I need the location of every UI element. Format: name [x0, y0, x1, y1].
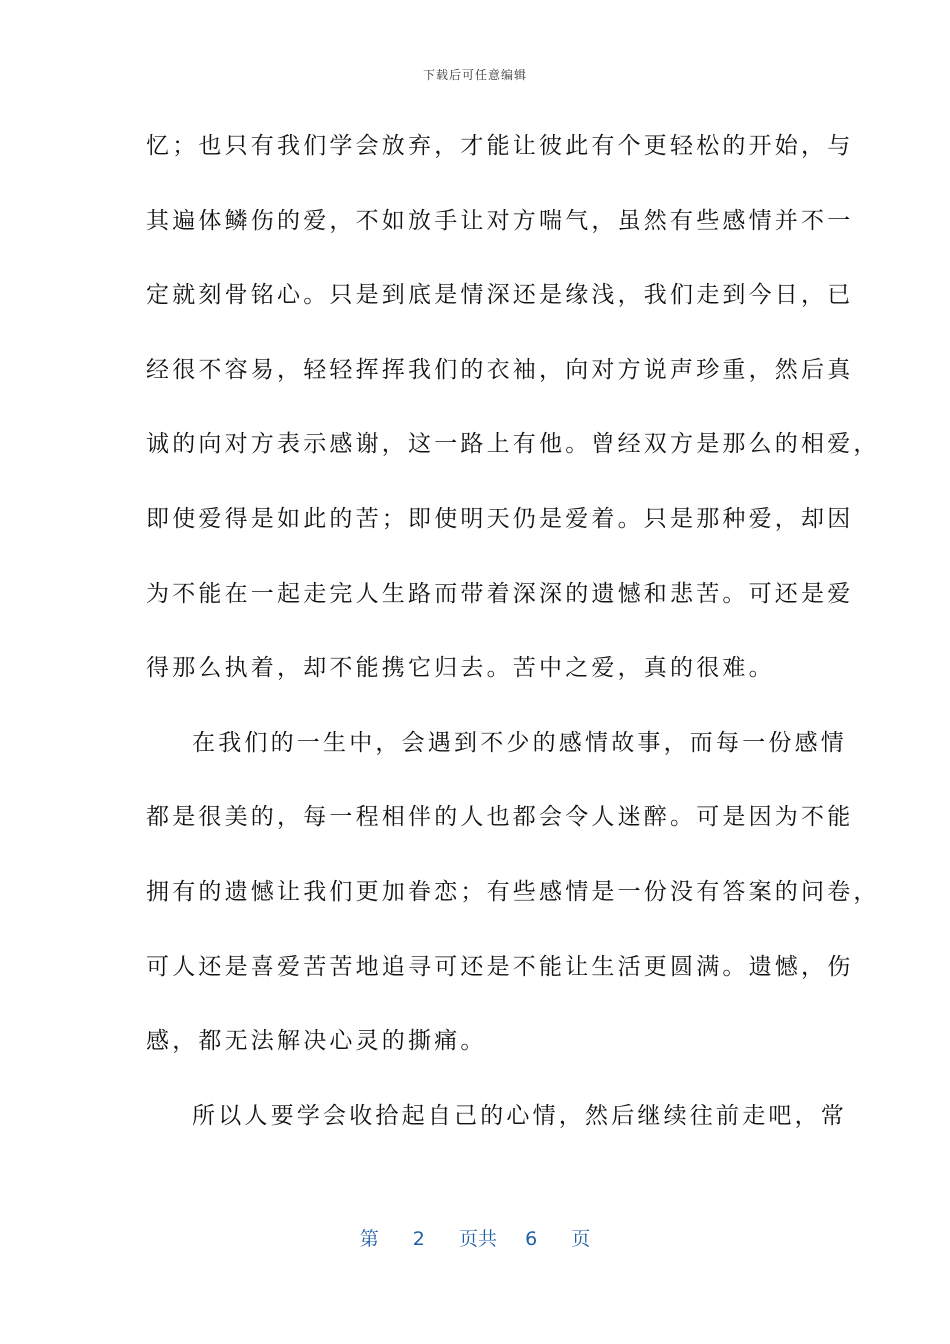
- text-line-8: 得那么执着，却不能携它归去。苦中之爱，真的很难。: [146, 655, 775, 682]
- footer-total-pages: 6: [525, 1228, 538, 1250]
- text-line-4: 经很不容易，轻轻挥挥我们的衣袖，向对方说声珍重，然后真: [146, 356, 854, 383]
- text-line-5: 诚的向对方表示感谢，这一路上有他。曾经双方是那么的相爱，: [146, 431, 880, 458]
- page-footer: [0, 1224, 950, 1251]
- text-line-12: 可人还是喜爱苦苦地追寻可还是不能让生活更圆满。遗憾，伤: [146, 953, 854, 980]
- text-line-13: 感，都无法解决心灵的撕痛。: [146, 1028, 487, 1055]
- footer-current-page: 2: [412, 1228, 425, 1250]
- footer-middle: 页共: [458, 1228, 497, 1250]
- footer-suffix: 页: [571, 1228, 591, 1250]
- text-line-9: 在我们的一生中，会遇到不少的感情故事，而每一份感情: [192, 729, 847, 756]
- text-line-6: 即使爱得是如此的苦；即使明天仍是爱着。只是那种爱，却因: [146, 505, 854, 532]
- text-line-3: 定就刻骨铭心。只是到底是情深还是缘浅，我们走到今日，已: [146, 282, 854, 309]
- body-text: [146, 120, 880, 1164]
- text-line-10: 都是很美的，每一程相伴的人也都会令人迷醉。可是因为不能: [146, 804, 854, 831]
- text-line-14: 所以人要学会收拾起自己的心情，然后继续往前走吧，常: [192, 1102, 847, 1129]
- text-line-7: 为不能在一起走完人生路而带着深深的遗憾和悲苦。可还是爱: [146, 580, 854, 607]
- header-note: 下载后可任意编辑: [422, 68, 527, 82]
- footer-prefix: 第: [359, 1228, 379, 1250]
- text-line-1: 忆；也只有我们学会放弃，才能让彼此有个更轻松的开始，与: [146, 133, 854, 159]
- text-line-2: 其遍体鳞伤的爱，不如放手让对方喘气，虽然有些感情并不一: [146, 207, 854, 234]
- text-line-11: 拥有的遗憾让我们更加眷恋；有些感情是一份没有答案的问卷，: [146, 878, 880, 905]
